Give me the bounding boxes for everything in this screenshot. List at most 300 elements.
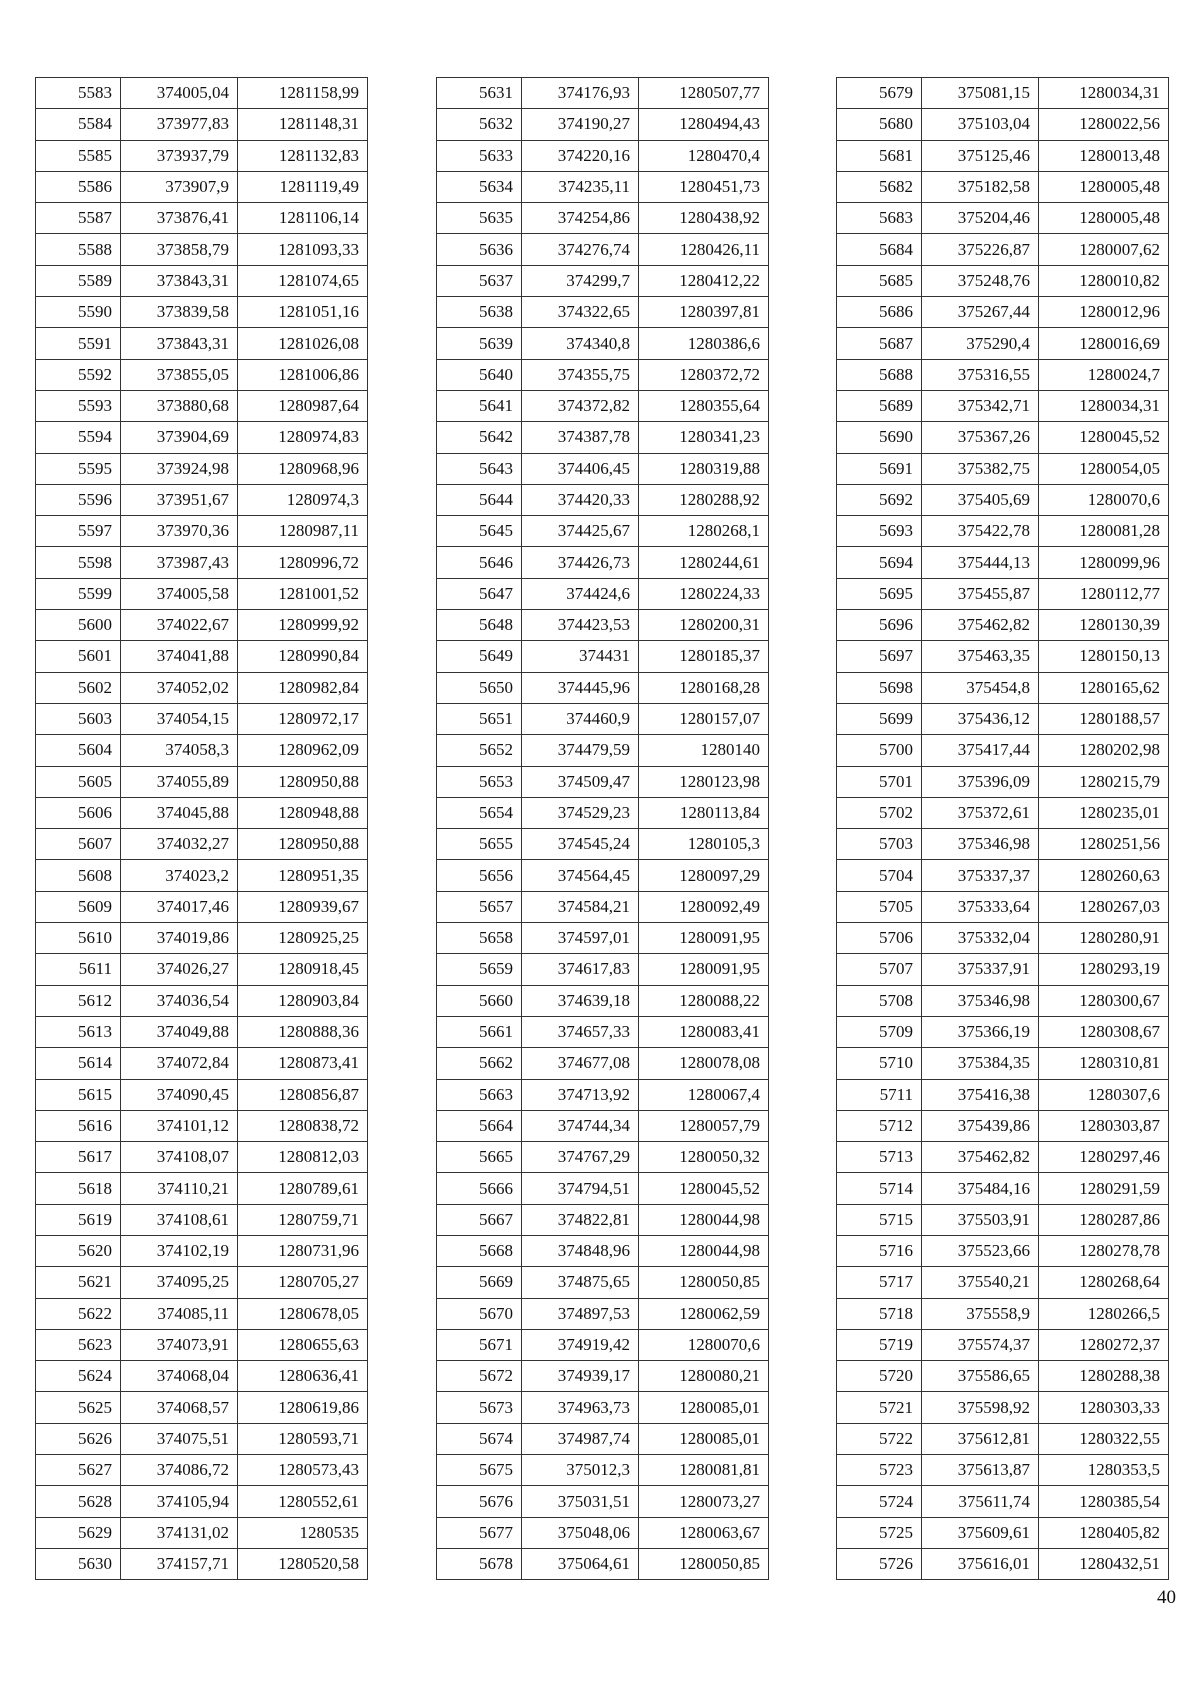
x-coordinate-cell: 373907,9 bbox=[121, 171, 238, 202]
y-coordinate-cell: 1280451,73 bbox=[639, 171, 769, 202]
point-number-cell: 5606 bbox=[36, 797, 121, 828]
point-number-cell: 5653 bbox=[437, 766, 522, 797]
table-row bbox=[36, 297, 368, 328]
y-coordinate-cell: 1281006,86 bbox=[238, 359, 368, 390]
x-coordinate-cell: 373970,36 bbox=[121, 516, 238, 547]
table-row bbox=[437, 422, 769, 453]
table-row bbox=[36, 171, 368, 202]
point-number-cell: 5593 bbox=[36, 390, 121, 421]
y-coordinate-cell: 1280054,05 bbox=[1039, 453, 1169, 484]
y-coordinate-cell: 1280470,4 bbox=[639, 140, 769, 171]
point-number-cell: 5708 bbox=[837, 985, 922, 1016]
x-coordinate-cell: 374235,11 bbox=[522, 171, 639, 202]
x-coordinate-cell: 373843,31 bbox=[121, 328, 238, 359]
table-row bbox=[837, 1548, 1169, 1579]
point-number-cell: 5638 bbox=[437, 297, 522, 328]
table-row bbox=[36, 265, 368, 296]
coordinates-table-2 bbox=[436, 77, 769, 1580]
point-number-cell: 5655 bbox=[437, 829, 522, 860]
y-coordinate-cell: 1280034,31 bbox=[1039, 390, 1169, 421]
point-number-cell: 5641 bbox=[437, 390, 522, 421]
table-row bbox=[437, 672, 769, 703]
y-coordinate-cell: 1280968,96 bbox=[238, 453, 368, 484]
point-number-cell: 5595 bbox=[36, 453, 121, 484]
y-coordinate-cell: 1280067,4 bbox=[639, 1079, 769, 1110]
y-coordinate-cell: 1280987,64 bbox=[238, 390, 368, 421]
x-coordinate-cell: 374073,91 bbox=[121, 1329, 238, 1360]
table-row bbox=[837, 1455, 1169, 1486]
y-coordinate-cell: 1280050,32 bbox=[639, 1142, 769, 1173]
y-coordinate-cell: 1280341,23 bbox=[639, 422, 769, 453]
table-row bbox=[437, 954, 769, 985]
y-coordinate-cell: 1280097,29 bbox=[639, 860, 769, 891]
point-number-cell: 5603 bbox=[36, 703, 121, 734]
x-coordinate-cell: 374023,2 bbox=[121, 860, 238, 891]
point-number-cell: 5696 bbox=[837, 610, 922, 641]
point-number-cell: 5650 bbox=[437, 672, 522, 703]
y-coordinate-cell: 1280573,43 bbox=[238, 1455, 368, 1486]
table-row bbox=[837, 422, 1169, 453]
table-row bbox=[437, 78, 769, 109]
point-number-cell: 5667 bbox=[437, 1204, 522, 1235]
point-number-cell: 5619 bbox=[36, 1204, 121, 1235]
point-number-cell: 5673 bbox=[437, 1392, 522, 1423]
x-coordinate-cell: 375454,8 bbox=[922, 672, 1039, 703]
table-row bbox=[837, 1517, 1169, 1548]
y-coordinate-cell: 1280266,5 bbox=[1039, 1298, 1169, 1329]
x-coordinate-cell: 374276,74 bbox=[522, 234, 639, 265]
x-coordinate-cell: 375342,71 bbox=[922, 390, 1039, 421]
table-row bbox=[36, 484, 368, 515]
y-coordinate-cell: 1280405,82 bbox=[1039, 1517, 1169, 1548]
x-coordinate-cell: 375462,82 bbox=[922, 610, 1039, 641]
point-number-cell: 5600 bbox=[36, 610, 121, 641]
table-row bbox=[36, 797, 368, 828]
y-coordinate-cell: 1281093,33 bbox=[238, 234, 368, 265]
x-coordinate-cell: 375484,16 bbox=[922, 1173, 1039, 1204]
x-coordinate-cell: 373843,31 bbox=[121, 265, 238, 296]
y-coordinate-cell: 1281148,31 bbox=[238, 109, 368, 140]
y-coordinate-cell: 1280085,01 bbox=[639, 1423, 769, 1454]
x-coordinate-cell: 374939,17 bbox=[522, 1361, 639, 1392]
y-coordinate-cell: 1280235,01 bbox=[1039, 797, 1169, 828]
x-coordinate-cell: 374176,93 bbox=[522, 78, 639, 109]
x-coordinate-cell: 374026,27 bbox=[121, 954, 238, 985]
x-coordinate-cell: 375267,44 bbox=[922, 297, 1039, 328]
point-number-cell: 5589 bbox=[36, 265, 121, 296]
point-number-cell: 5648 bbox=[437, 610, 522, 641]
y-coordinate-cell: 1280426,11 bbox=[639, 234, 769, 265]
y-coordinate-cell: 1280293,19 bbox=[1039, 954, 1169, 985]
x-coordinate-cell: 375611,74 bbox=[922, 1486, 1039, 1517]
table-row bbox=[837, 328, 1169, 359]
point-number-cell: 5643 bbox=[437, 453, 522, 484]
point-number-cell: 5674 bbox=[437, 1423, 522, 1454]
x-coordinate-cell: 375372,61 bbox=[922, 797, 1039, 828]
x-coordinate-cell: 374068,57 bbox=[121, 1392, 238, 1423]
y-coordinate-cell: 1280310,81 bbox=[1039, 1048, 1169, 1079]
y-coordinate-cell: 1280925,25 bbox=[238, 923, 368, 954]
table-row bbox=[437, 359, 769, 390]
point-number-cell: 5607 bbox=[36, 829, 121, 860]
point-number-cell: 5692 bbox=[837, 484, 922, 515]
y-coordinate-cell: 1280260,63 bbox=[1039, 860, 1169, 891]
table-row bbox=[36, 1235, 368, 1266]
y-coordinate-cell: 1280185,37 bbox=[639, 641, 769, 672]
point-number-cell: 5635 bbox=[437, 203, 522, 234]
point-number-cell: 5697 bbox=[837, 641, 922, 672]
x-coordinate-cell: 375012,3 bbox=[522, 1455, 639, 1486]
point-number-cell: 5709 bbox=[837, 1016, 922, 1047]
y-coordinate-cell: 1280520,58 bbox=[238, 1548, 368, 1579]
x-coordinate-cell: 375333,64 bbox=[922, 891, 1039, 922]
point-number-cell: 5664 bbox=[437, 1110, 522, 1141]
x-coordinate-cell: 373839,58 bbox=[121, 297, 238, 328]
x-coordinate-cell: 375366,19 bbox=[922, 1016, 1039, 1047]
table-row bbox=[837, 891, 1169, 922]
x-coordinate-cell: 374340,8 bbox=[522, 328, 639, 359]
table-row bbox=[837, 484, 1169, 515]
table-row bbox=[837, 1486, 1169, 1517]
y-coordinate-cell: 1281158,99 bbox=[238, 78, 368, 109]
x-coordinate-cell: 374022,67 bbox=[121, 610, 238, 641]
point-number-cell: 5592 bbox=[36, 359, 121, 390]
y-coordinate-cell: 1280044,98 bbox=[639, 1204, 769, 1235]
x-coordinate-cell: 375396,09 bbox=[922, 766, 1039, 797]
x-coordinate-cell: 374420,33 bbox=[522, 484, 639, 515]
x-coordinate-cell: 375463,35 bbox=[922, 641, 1039, 672]
point-number-cell: 5591 bbox=[36, 328, 121, 359]
point-number-cell: 5719 bbox=[837, 1329, 922, 1360]
y-coordinate-cell: 1280034,31 bbox=[1039, 78, 1169, 109]
point-number-cell: 5724 bbox=[837, 1486, 922, 1517]
table-row bbox=[837, 766, 1169, 797]
table-row bbox=[437, 203, 769, 234]
y-coordinate-cell: 1280150,13 bbox=[1039, 641, 1169, 672]
coordinates-table-1 bbox=[35, 77, 368, 1580]
x-coordinate-cell: 374713,92 bbox=[522, 1079, 639, 1110]
y-coordinate-cell: 1280005,48 bbox=[1039, 171, 1169, 202]
x-coordinate-cell: 374657,33 bbox=[522, 1016, 639, 1047]
x-coordinate-cell: 373876,41 bbox=[121, 203, 238, 234]
point-number-cell: 5720 bbox=[837, 1361, 922, 1392]
table-row bbox=[837, 1173, 1169, 1204]
table-row bbox=[36, 1267, 368, 1298]
table-row bbox=[837, 1267, 1169, 1298]
y-coordinate-cell: 1280397,81 bbox=[639, 297, 769, 328]
point-number-cell: 5601 bbox=[36, 641, 121, 672]
table-row bbox=[437, 265, 769, 296]
y-coordinate-cell: 1280856,87 bbox=[238, 1079, 368, 1110]
point-number-cell: 5658 bbox=[437, 923, 522, 954]
table-row bbox=[437, 1392, 769, 1423]
table-row bbox=[437, 1486, 769, 1517]
y-coordinate-cell: 1280731,96 bbox=[238, 1235, 368, 1266]
y-coordinate-cell: 1280939,67 bbox=[238, 891, 368, 922]
point-number-cell: 5694 bbox=[837, 547, 922, 578]
table-row bbox=[437, 297, 769, 328]
point-number-cell: 5686 bbox=[837, 297, 922, 328]
point-number-cell: 5680 bbox=[837, 109, 922, 140]
point-number-cell: 5594 bbox=[36, 422, 121, 453]
y-coordinate-cell: 1280073,27 bbox=[639, 1486, 769, 1517]
y-coordinate-cell: 1280494,43 bbox=[639, 109, 769, 140]
y-coordinate-cell: 1280507,77 bbox=[639, 78, 769, 109]
point-number-cell: 5614 bbox=[36, 1048, 121, 1079]
x-coordinate-cell: 373904,69 bbox=[121, 422, 238, 453]
table-row bbox=[837, 359, 1169, 390]
point-number-cell: 5608 bbox=[36, 860, 121, 891]
x-coordinate-cell: 374052,02 bbox=[121, 672, 238, 703]
y-coordinate-cell: 1280088,22 bbox=[639, 985, 769, 1016]
x-coordinate-cell: 374068,04 bbox=[121, 1361, 238, 1392]
x-coordinate-cell: 374744,34 bbox=[522, 1110, 639, 1141]
point-number-cell: 5617 bbox=[36, 1142, 121, 1173]
point-number-cell: 5585 bbox=[36, 140, 121, 171]
table-row bbox=[437, 390, 769, 421]
y-coordinate-cell: 1280062,59 bbox=[639, 1298, 769, 1329]
x-coordinate-cell: 375558,9 bbox=[922, 1298, 1039, 1329]
y-coordinate-cell: 1280050,85 bbox=[639, 1267, 769, 1298]
table-row bbox=[437, 891, 769, 922]
y-coordinate-cell: 1280974,83 bbox=[238, 422, 368, 453]
table-row bbox=[437, 1235, 769, 1266]
page-number: 40 bbox=[1157, 1587, 1176, 1608]
point-number-cell: 5712 bbox=[837, 1110, 922, 1141]
table-row bbox=[36, 1455, 368, 1486]
x-coordinate-cell: 374131,02 bbox=[121, 1517, 238, 1548]
y-coordinate-cell: 1280188,57 bbox=[1039, 703, 1169, 734]
x-coordinate-cell: 374479,59 bbox=[522, 735, 639, 766]
table-row bbox=[437, 860, 769, 891]
table-row bbox=[36, 78, 368, 109]
y-coordinate-cell: 1280081,81 bbox=[639, 1455, 769, 1486]
x-coordinate-cell: 375503,91 bbox=[922, 1204, 1039, 1235]
y-coordinate-cell: 1280903,84 bbox=[238, 985, 368, 1016]
y-coordinate-cell: 1280307,6 bbox=[1039, 1079, 1169, 1110]
table-row bbox=[437, 1267, 769, 1298]
point-number-cell: 5646 bbox=[437, 547, 522, 578]
y-coordinate-cell: 1280215,79 bbox=[1039, 766, 1169, 797]
point-number-cell: 5703 bbox=[837, 829, 922, 860]
point-number-cell: 5588 bbox=[36, 234, 121, 265]
x-coordinate-cell: 374017,46 bbox=[121, 891, 238, 922]
x-coordinate-cell: 374509,47 bbox=[522, 766, 639, 797]
y-coordinate-cell: 1280812,03 bbox=[238, 1142, 368, 1173]
table-row bbox=[437, 985, 769, 1016]
x-coordinate-cell: 373880,68 bbox=[121, 390, 238, 421]
x-coordinate-cell: 374220,16 bbox=[522, 140, 639, 171]
x-coordinate-cell: 374584,21 bbox=[522, 891, 639, 922]
point-number-cell: 5707 bbox=[837, 954, 922, 985]
table-row bbox=[36, 1423, 368, 1454]
table-row bbox=[36, 1016, 368, 1047]
table-row bbox=[437, 109, 769, 140]
y-coordinate-cell: 1280268,1 bbox=[639, 516, 769, 547]
point-number-cell: 5651 bbox=[437, 703, 522, 734]
y-coordinate-cell: 1280990,84 bbox=[238, 641, 368, 672]
table-row bbox=[837, 1329, 1169, 1360]
table-row bbox=[437, 610, 769, 641]
point-number-cell: 5665 bbox=[437, 1142, 522, 1173]
point-number-cell: 5668 bbox=[437, 1235, 522, 1266]
table-row bbox=[36, 578, 368, 609]
x-coordinate-cell: 374617,83 bbox=[522, 954, 639, 985]
table-row bbox=[837, 1235, 1169, 1266]
point-number-cell: 5682 bbox=[837, 171, 922, 202]
point-number-cell: 5725 bbox=[837, 1517, 922, 1548]
table-row bbox=[837, 78, 1169, 109]
y-coordinate-cell: 1280267,03 bbox=[1039, 891, 1169, 922]
point-number-cell: 5634 bbox=[437, 171, 522, 202]
x-coordinate-cell: 375048,06 bbox=[522, 1517, 639, 1548]
point-number-cell: 5693 bbox=[837, 516, 922, 547]
table-row bbox=[36, 547, 368, 578]
point-number-cell: 5647 bbox=[437, 578, 522, 609]
x-coordinate-cell: 375462,82 bbox=[922, 1142, 1039, 1173]
point-number-cell: 5586 bbox=[36, 171, 121, 202]
table-row bbox=[437, 923, 769, 954]
y-coordinate-cell: 1280272,37 bbox=[1039, 1329, 1169, 1360]
x-coordinate-cell: 375125,46 bbox=[922, 140, 1039, 171]
x-coordinate-cell: 374108,61 bbox=[121, 1204, 238, 1235]
y-coordinate-cell: 1280838,72 bbox=[238, 1110, 368, 1141]
table-row bbox=[437, 453, 769, 484]
y-coordinate-cell: 1280297,46 bbox=[1039, 1142, 1169, 1173]
x-coordinate-cell: 375031,51 bbox=[522, 1486, 639, 1517]
point-number-cell: 5652 bbox=[437, 735, 522, 766]
y-coordinate-cell: 1280974,3 bbox=[238, 484, 368, 515]
table-row bbox=[36, 1329, 368, 1360]
point-number-cell: 5704 bbox=[837, 860, 922, 891]
y-coordinate-cell: 1280678,05 bbox=[238, 1298, 368, 1329]
point-number-cell: 5659 bbox=[437, 954, 522, 985]
y-coordinate-cell: 1280085,01 bbox=[639, 1392, 769, 1423]
point-number-cell: 5633 bbox=[437, 140, 522, 171]
y-coordinate-cell: 1280251,56 bbox=[1039, 829, 1169, 860]
y-coordinate-cell: 1280303,33 bbox=[1039, 1392, 1169, 1423]
y-coordinate-cell: 1280007,62 bbox=[1039, 234, 1169, 265]
table-row bbox=[36, 1110, 368, 1141]
x-coordinate-cell: 374101,12 bbox=[121, 1110, 238, 1141]
point-number-cell: 5631 bbox=[437, 78, 522, 109]
point-number-cell: 5716 bbox=[837, 1235, 922, 1266]
point-number-cell: 5698 bbox=[837, 672, 922, 703]
y-coordinate-cell: 1280083,41 bbox=[639, 1016, 769, 1047]
x-coordinate-cell: 374049,88 bbox=[121, 1016, 238, 1047]
table-body bbox=[437, 78, 769, 1580]
table-row bbox=[837, 735, 1169, 766]
y-coordinate-cell: 1281026,08 bbox=[238, 328, 368, 359]
table-row bbox=[36, 985, 368, 1016]
table-row bbox=[437, 547, 769, 578]
y-coordinate-cell: 1280244,61 bbox=[639, 547, 769, 578]
y-coordinate-cell: 1280322,55 bbox=[1039, 1423, 1169, 1454]
table-row bbox=[437, 1173, 769, 1204]
point-number-cell: 5605 bbox=[36, 766, 121, 797]
table-row bbox=[36, 328, 368, 359]
point-number-cell: 5669 bbox=[437, 1267, 522, 1298]
table-row bbox=[437, 735, 769, 766]
y-coordinate-cell: 1280705,27 bbox=[238, 1267, 368, 1298]
x-coordinate-cell: 375574,37 bbox=[922, 1329, 1039, 1360]
x-coordinate-cell: 373937,79 bbox=[121, 140, 238, 171]
table-row bbox=[837, 1361, 1169, 1392]
x-coordinate-cell: 374822,81 bbox=[522, 1204, 639, 1235]
table-row bbox=[837, 954, 1169, 985]
y-coordinate-cell: 1280224,33 bbox=[639, 578, 769, 609]
point-number-cell: 5629 bbox=[36, 1517, 121, 1548]
x-coordinate-cell: 375523,66 bbox=[922, 1235, 1039, 1266]
point-number-cell: 5621 bbox=[36, 1267, 121, 1298]
x-coordinate-cell: 375290,4 bbox=[922, 328, 1039, 359]
y-coordinate-cell: 1280552,61 bbox=[238, 1486, 368, 1517]
x-coordinate-cell: 374032,27 bbox=[121, 829, 238, 860]
table-row bbox=[36, 234, 368, 265]
table-row bbox=[837, 297, 1169, 328]
x-coordinate-cell: 374072,84 bbox=[121, 1048, 238, 1079]
point-number-cell: 5695 bbox=[837, 578, 922, 609]
point-number-cell: 5710 bbox=[837, 1048, 922, 1079]
table-row bbox=[36, 610, 368, 641]
x-coordinate-cell: 373951,67 bbox=[121, 484, 238, 515]
x-coordinate-cell: 375444,13 bbox=[922, 547, 1039, 578]
y-coordinate-cell: 1280091,95 bbox=[639, 954, 769, 985]
table-row bbox=[837, 1048, 1169, 1079]
point-number-cell: 5637 bbox=[437, 265, 522, 296]
table-row bbox=[837, 1423, 1169, 1454]
table-row bbox=[837, 203, 1169, 234]
x-coordinate-cell: 374529,23 bbox=[522, 797, 639, 828]
point-number-cell: 5706 bbox=[837, 923, 922, 954]
table-row bbox=[36, 1486, 368, 1517]
x-coordinate-cell: 374431 bbox=[522, 641, 639, 672]
point-number-cell: 5660 bbox=[437, 985, 522, 1016]
y-coordinate-cell: 1280016,69 bbox=[1039, 328, 1169, 359]
y-coordinate-cell: 1280996,72 bbox=[238, 547, 368, 578]
y-coordinate-cell: 1280950,88 bbox=[238, 829, 368, 860]
y-coordinate-cell: 1281051,16 bbox=[238, 297, 368, 328]
y-coordinate-cell: 1280432,51 bbox=[1039, 1548, 1169, 1579]
table-row bbox=[36, 1204, 368, 1235]
x-coordinate-cell: 373924,98 bbox=[121, 453, 238, 484]
y-coordinate-cell: 1280386,6 bbox=[639, 328, 769, 359]
y-coordinate-cell: 1281106,14 bbox=[238, 203, 368, 234]
table-row bbox=[36, 735, 368, 766]
table-row bbox=[437, 1204, 769, 1235]
x-coordinate-cell: 375384,35 bbox=[922, 1048, 1039, 1079]
y-coordinate-cell: 1281001,52 bbox=[238, 578, 368, 609]
y-coordinate-cell: 1280080,21 bbox=[639, 1361, 769, 1392]
x-coordinate-cell: 375337,37 bbox=[922, 860, 1039, 891]
x-coordinate-cell: 375540,21 bbox=[922, 1267, 1039, 1298]
x-coordinate-cell: 374425,67 bbox=[522, 516, 639, 547]
point-number-cell: 5618 bbox=[36, 1173, 121, 1204]
x-coordinate-cell: 374055,89 bbox=[121, 766, 238, 797]
y-coordinate-cell: 1280288,92 bbox=[639, 484, 769, 515]
x-coordinate-cell: 375248,76 bbox=[922, 265, 1039, 296]
point-number-cell: 5711 bbox=[837, 1079, 922, 1110]
point-number-cell: 5666 bbox=[437, 1173, 522, 1204]
table-row bbox=[437, 1079, 769, 1110]
y-coordinate-cell: 1280412,22 bbox=[639, 265, 769, 296]
point-number-cell: 5623 bbox=[36, 1329, 121, 1360]
y-coordinate-cell: 1280287,86 bbox=[1039, 1204, 1169, 1235]
point-number-cell: 5625 bbox=[36, 1392, 121, 1423]
x-coordinate-cell: 374045,88 bbox=[121, 797, 238, 828]
point-number-cell: 5678 bbox=[437, 1548, 522, 1579]
y-coordinate-cell: 1280268,64 bbox=[1039, 1267, 1169, 1298]
